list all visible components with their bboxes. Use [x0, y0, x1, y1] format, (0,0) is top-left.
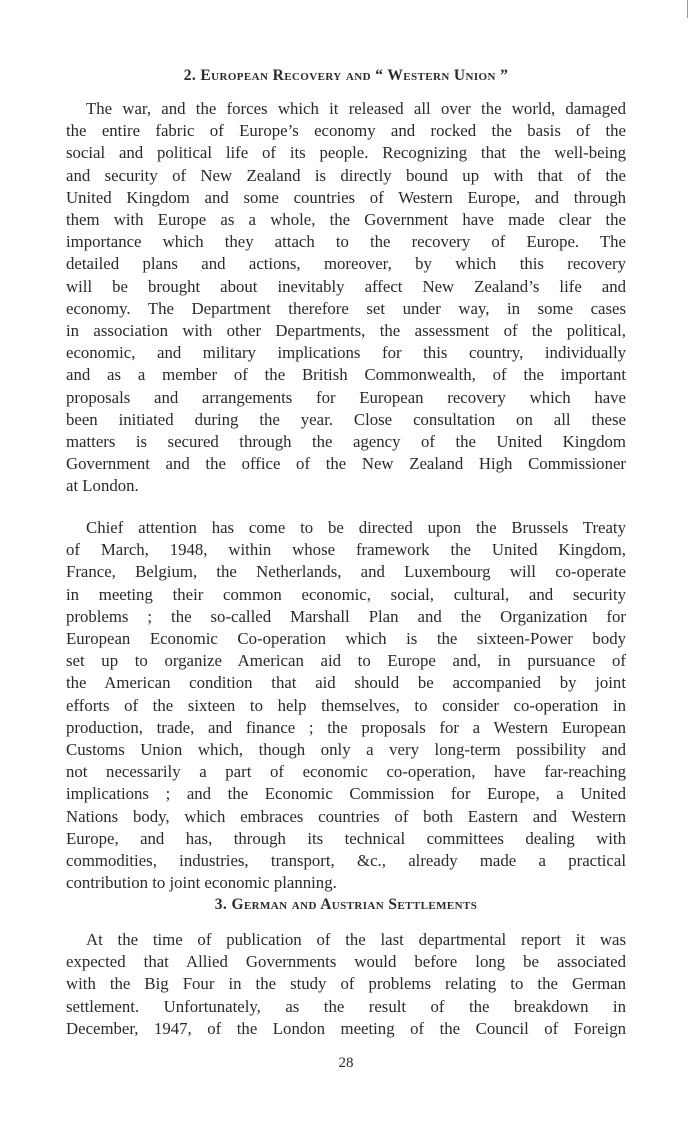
page-number: 28 [338, 1055, 354, 1071]
section-heading-european-recovery: 2. European Recovery and “ Western Union ” [183, 67, 509, 84]
text-line: set up to organize American aid to Europe and, in pursuance of [66, 651, 626, 671]
text-line: social and political life of its people. Recognizing that the well-being [66, 143, 626, 163]
text-line: United Kingdom and some countries of Western Europe, and through [66, 187, 626, 207]
paragraph-german-settlement [66, 929, 626, 1040]
text-line: them with Europe as a whole, the Government have made clear the [66, 210, 626, 230]
text-line: implications ; and the Economic Commission for Europe, a United [66, 784, 626, 804]
text-line: December, 1947, of the London meeting of the Council of Foreign [66, 1018, 626, 1038]
text-line: The war, and the forces which it released all over the world, damaged [86, 99, 626, 118]
text-line: Europe, and has, through its technical committees dealing with [66, 828, 626, 848]
text-line: economic, and military implications for this country, individually [66, 343, 626, 363]
text-line: contribution to joint economic planning. [66, 873, 337, 893]
text-line: in meeting their common economic, social, cultural, and security [66, 584, 626, 604]
text-line: matters is secured through the agency of the United Kingdom [66, 432, 626, 452]
text-line: France, Belgium, the Netherlands, and Luxembourg will co-operate [66, 562, 626, 582]
text-line: problems ; the so-called Marshall Plan and the Organization for [66, 606, 626, 626]
text-line: the entire fabric of Europe’s economy and rocked the basis of the [66, 121, 626, 141]
text-line: at London. [66, 476, 139, 496]
text-line: and security of New Zealand is directly bound up with that of the [66, 165, 626, 185]
paragraph-brussels-treaty [66, 517, 626, 894]
scan-edge-mark [687, 0, 688, 18]
text-line: At the time of publication of the last departmental report it was [86, 930, 626, 949]
text-line: with the Big Four in the study of problems relating to the German [66, 974, 626, 994]
text-line: economy. The Department therefore set under way, in some cases [66, 298, 626, 318]
text-line: will be brought about inevitably affect New Zealand’s life and [66, 276, 626, 296]
text-line: Customs Union which, though only a very long-term possibility and [66, 740, 626, 760]
text-line: the American condition that aid should be accompanied by joint [66, 673, 626, 693]
text-line: proposals and arrangements for European recovery which have [66, 387, 626, 407]
text-line: settlement. Unfortunately, as the result of the breakdown in [66, 996, 626, 1016]
text-line: detailed plans and actions, moreover, by which this recovery [66, 254, 626, 274]
text-line: Chief attention has come to be directed upon the Brussels Treaty [86, 518, 626, 537]
text-line: in association with other Departments, the assessment of the political, [66, 321, 626, 341]
text-line: Government and the office of the New Zealand High Commissioner [66, 454, 626, 474]
text-line: of March, 1948, within whose framework the United Kingdom, [66, 540, 626, 560]
text-line: been initiated during the year. Close consultation on all these [66, 409, 626, 429]
text-line: Nations body, which embraces countries of both Eastern and Western [66, 806, 626, 826]
text-line: importance which they attach to the recovery of Europe. The [66, 232, 626, 252]
paragraph-european-recovery [66, 98, 626, 498]
text-line: expected that Allied Governments would before long be associated [66, 952, 626, 972]
text-line: efforts of the sixteen to help themselves, to consider co-operation in [66, 695, 626, 715]
text-line: European Economic Co-operation which is the sixteen-Power body [66, 629, 626, 649]
text-line: production, trade, and finance ; the proposals for a Western European [66, 717, 626, 737]
text-line: and as a member of the British Commonwealth, of the important [66, 365, 626, 385]
section-heading-german-austrian: 3. German and Austrian Settlements [214, 896, 478, 913]
text-line: commodities, industries, transport, &c., already made a practical [66, 851, 626, 871]
text-line: not necessarily a part of economic co-operation, have far-reaching [66, 762, 626, 782]
